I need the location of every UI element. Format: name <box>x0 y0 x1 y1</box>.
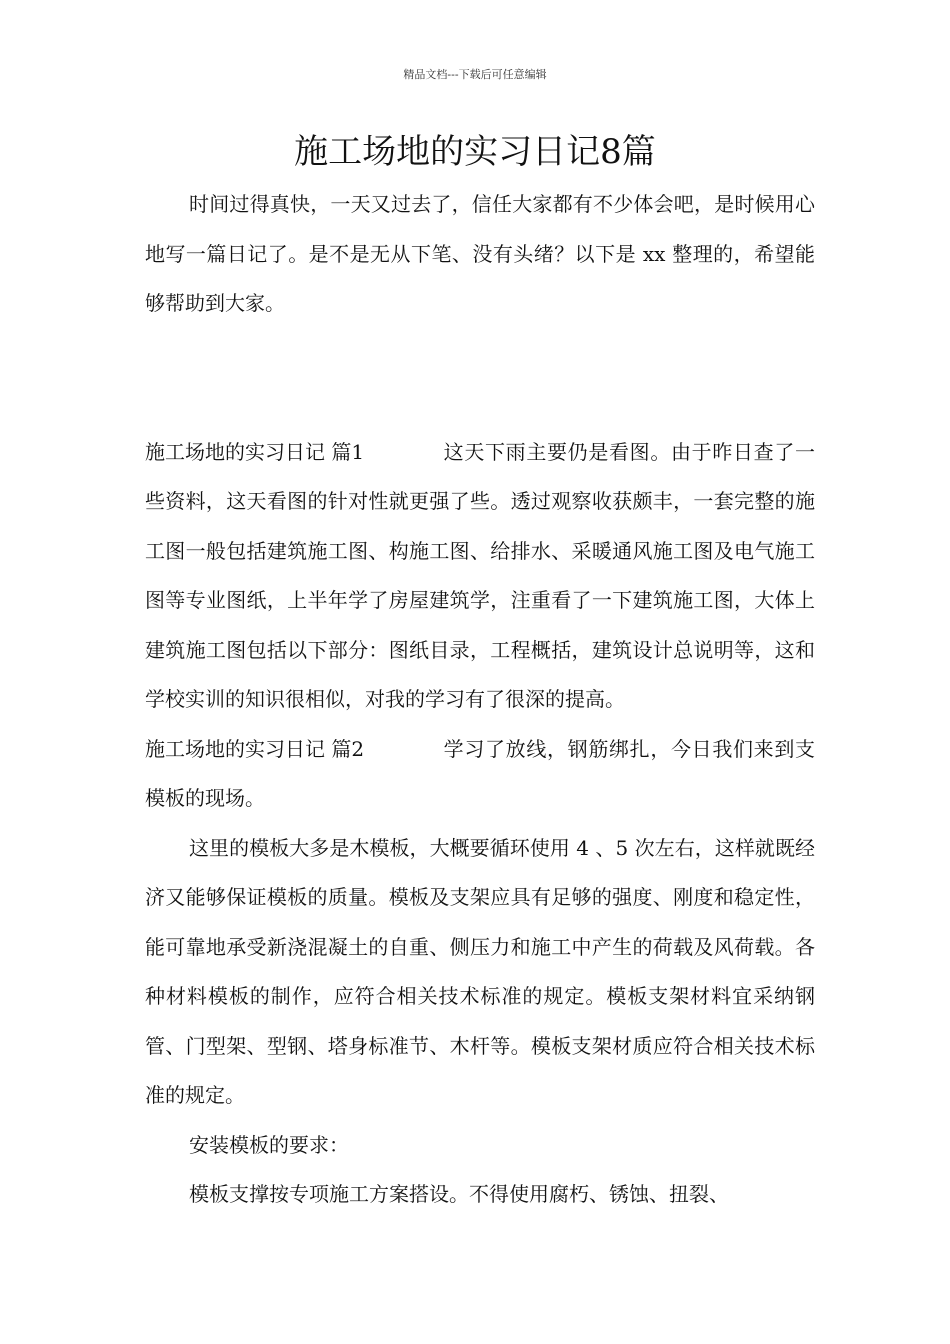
blank-line <box>145 329 815 379</box>
section-text: 这天下雨主要仍是看图。由于昨日查了一些资料，这天看图的针对性就更强了些。透过观察收获颇丰，一套完整的施工图一般包括建筑施工图、构施工图、给排水、采暖通风施工图及电气施工图等专业图纸，上半年学了房屋建筑学，注重看了一下建筑施工图，大体上建筑施工图包括以下部分：图纸目录，工程概括，建筑设计总说明等，这和学校实训的知识很相似，对我的学习有了很深的提高。 <box>145 439 815 711</box>
intro-paragraph: 时间过得真快，一天又过去了，信任大家都有不少体会吧，是时候用心地写一篇日记了。是不是无从下笔、没有头绪？以下是 xx 整理的，希望能够帮助到大家。 <box>145 192 815 315</box>
header-note: 精品文档---下载后可任意编辑 <box>403 68 547 81</box>
page-title: 施工场地的实习日记8篇 <box>294 132 656 172</box>
section-1-paragraph <box>145 428 815 725</box>
body-paragraph: 安装模板的要求： <box>189 1132 349 1157</box>
body-paragraph: 这里的模板大多是木模板，大概要循环使用 4 、5 次左右，这样就既经济又能够保证模板的质量。模板及支架应具有足够的强度、刚度和稳定性，能可靠地承受新浇混凝土的自重、侧压力和施工中产生的荷载及风荷载。各种材料模板的制作，应符合相关技术标准的规定。模板支架材料宜采纳钢管、门型架、型钢、塔身标准节、木杆等。模板支架材质应符合相关技术标准的规定。 <box>145 835 815 1107</box>
body-paragraph: 模板支撑按专项施工方案搭设。不得使用腐朽、锈蚀、扭裂、 <box>189 1182 729 1206</box>
section-text: 学习了放线，钢筋绑扎，今日我们来到支模板的现场。 <box>145 736 815 810</box>
section-2-paragraph <box>145 725 815 824</box>
document-body <box>145 180 815 1220</box>
blank-line <box>145 378 815 428</box>
section-heading: 施工场地的实习日记 篇1 <box>145 439 365 464</box>
section-heading: 施工场地的实习日记 篇2 <box>145 736 365 761</box>
